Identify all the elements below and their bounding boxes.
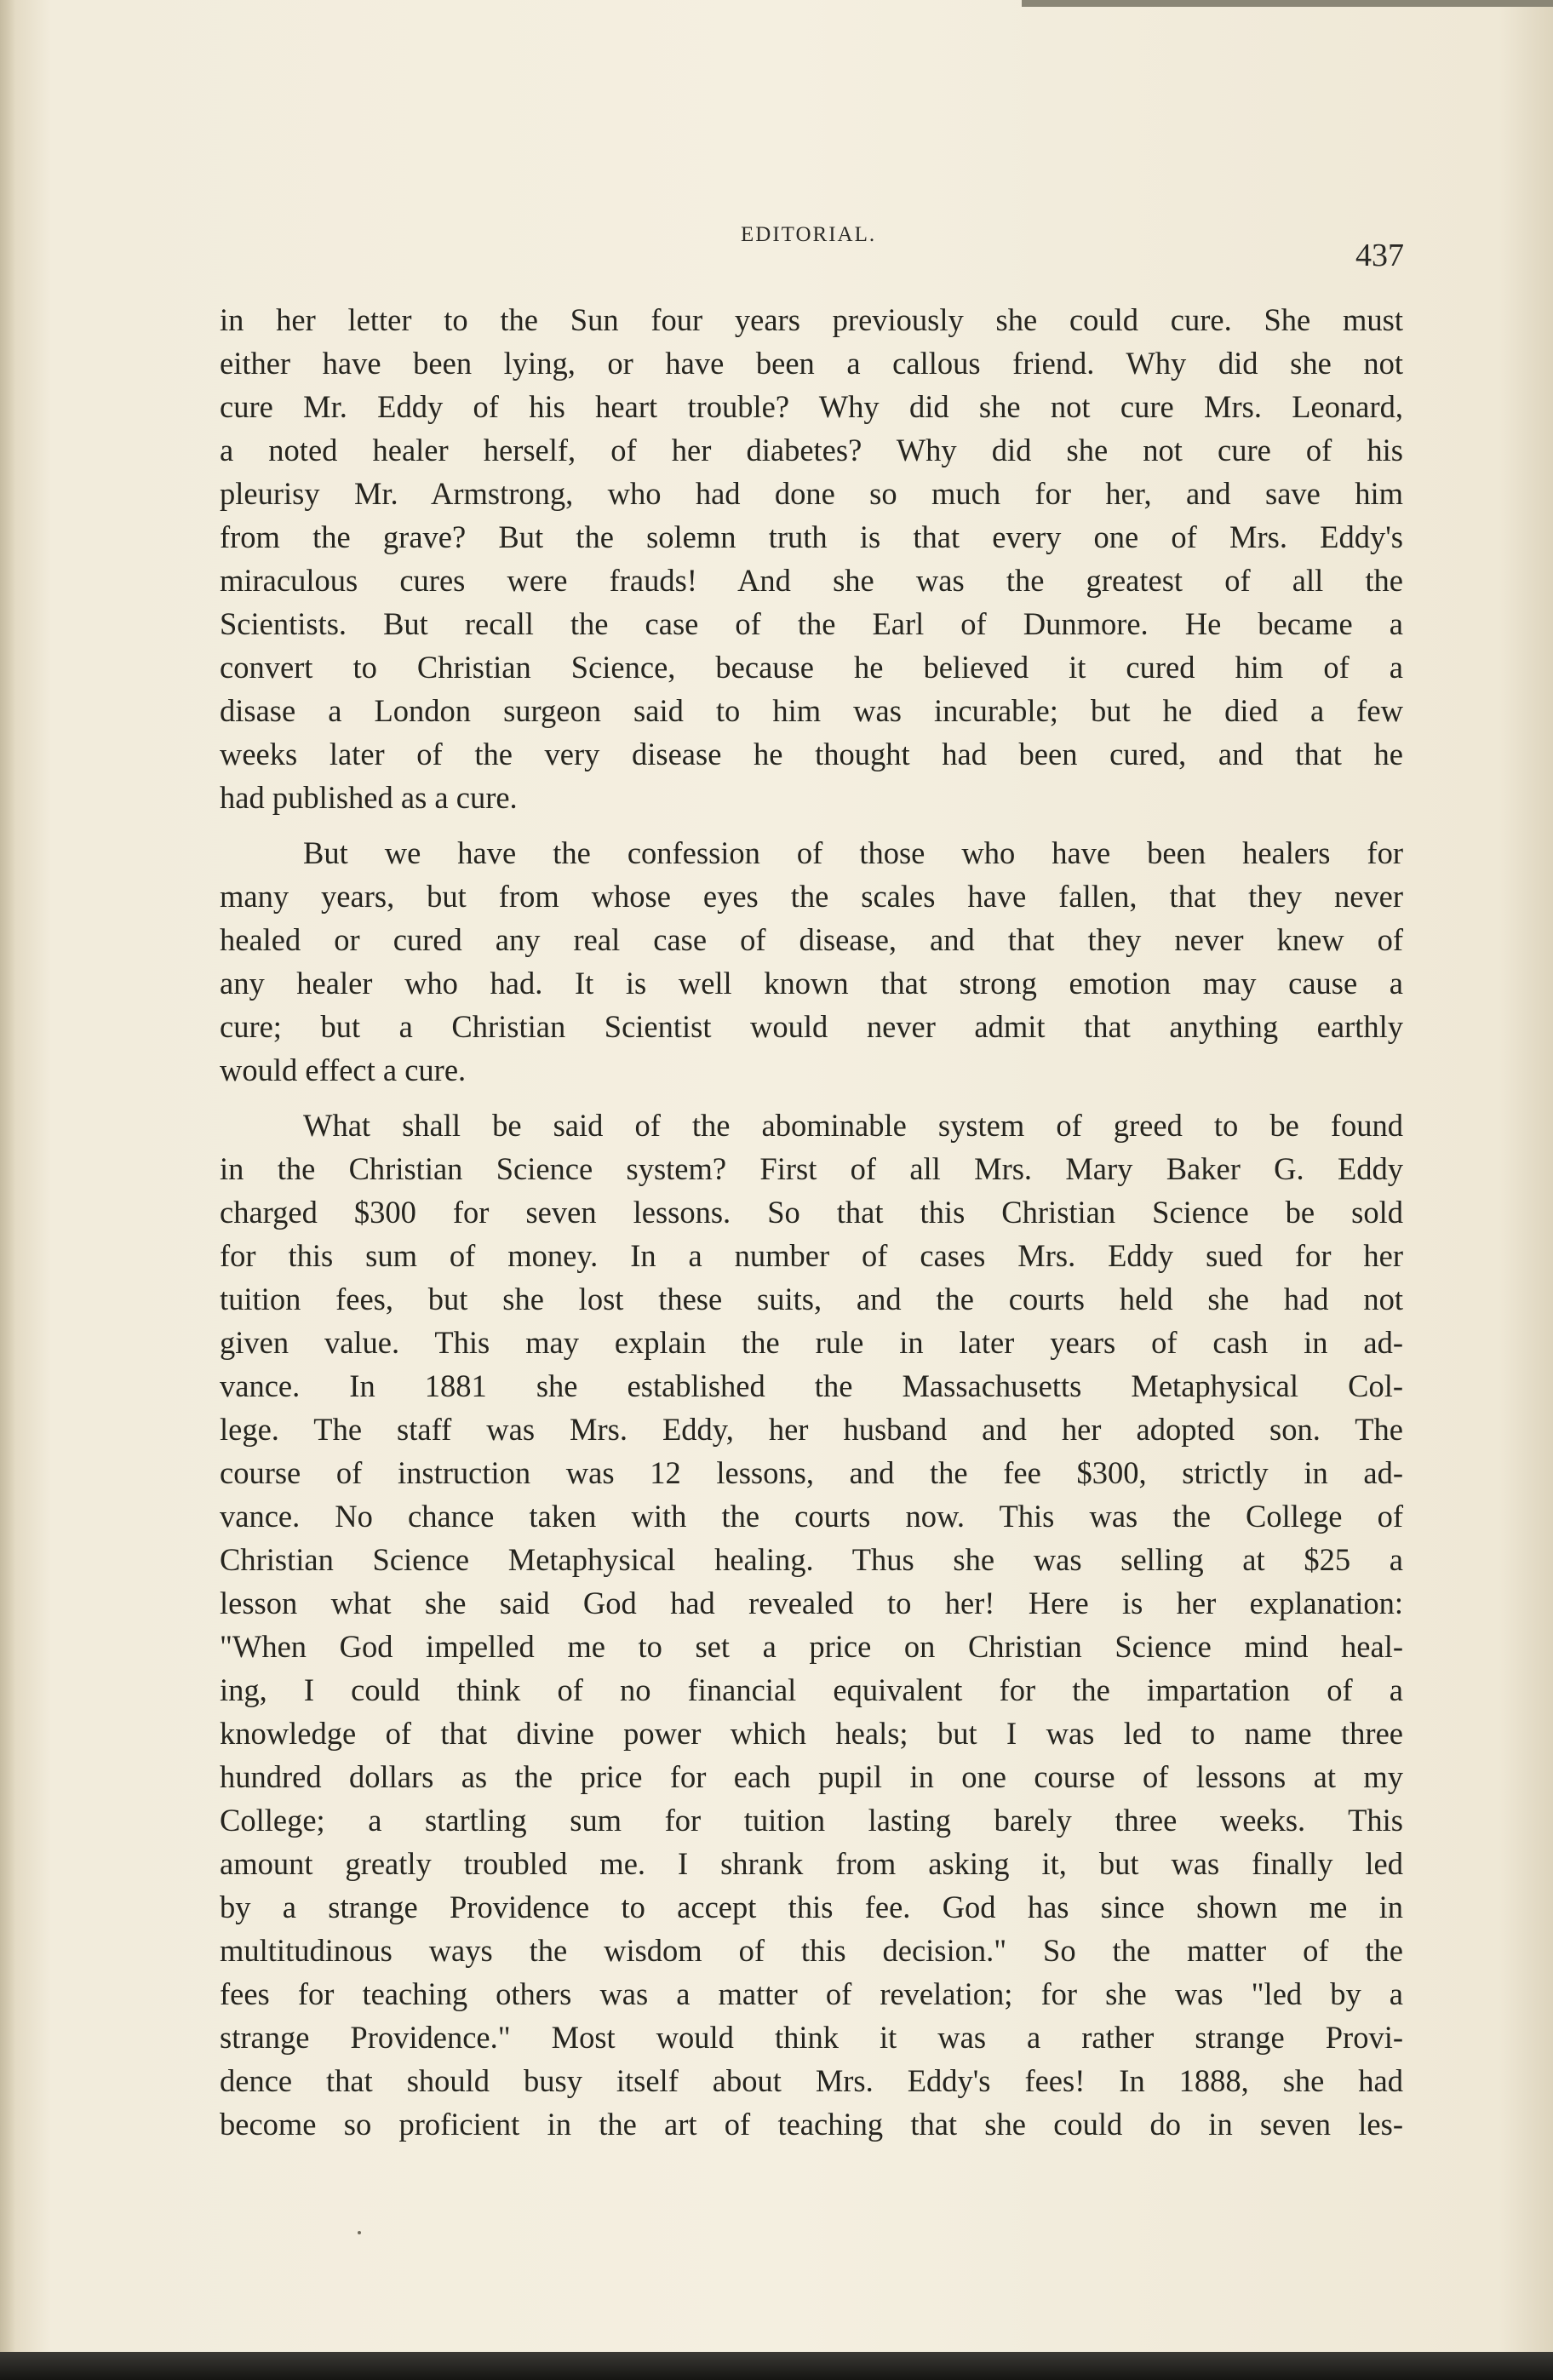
text-line: But we have the confession of those who have been healers for — [303, 835, 1403, 870]
text-line: vance. In 1881 she established the Massachusetts Metaphysical Col- — [220, 1368, 1403, 1403]
text-line: tuition fees, but she lost these suits, and the courts held she had not — [220, 1282, 1403, 1316]
text-line: amount greatly troubled me. I shrank from asking it, but was finally led — [220, 1846, 1403, 1881]
gutter-shadow — [0, 0, 15, 2380]
top-edge-rule — [1022, 0, 1553, 7]
text-line: by a strange Providence to accept this fee. God has since shown me in — [220, 1890, 1403, 1924]
text-line: either have been lying, or have been a callous friend. Why did she not — [220, 346, 1403, 381]
page-number: 437 — [1355, 238, 1404, 273]
running-head: EDITORIAL. — [741, 223, 877, 246]
text-line: would effect a cure. — [220, 1052, 467, 1087]
paragraph-2 — [220, 831, 1403, 1092]
text-line: healed or cured any real case of disease, and that they never knew of — [220, 922, 1403, 957]
text-line: "When God impelled me to set a price on Christian Science mind heal- — [220, 1629, 1403, 1664]
text-line: in her letter to the Sun four years previously she could cure. She must — [220, 302, 1403, 337]
text-line: course of instruction was 12 lessons, and the fee $300, strictly in ad- — [220, 1455, 1403, 1490]
text-line: become so proficient in the art of teaching that she could do in seven les- — [220, 2107, 1403, 2142]
text-line: for this sum of money. In a number of cases Mrs. Eddy sued for her — [220, 1238, 1403, 1273]
text-line: weeks later of the very disease he thought had been cured, and that he — [220, 737, 1403, 771]
text-line: given value. This may explain the rule in later years of cash in ad- — [220, 1325, 1403, 1360]
text-line: any healer who had. It is well known that strong emotion may cause a — [220, 966, 1403, 1001]
text-line: cure Mr. Eddy of his heart trouble? Why did she not cure Mrs. Leonard, — [220, 389, 1403, 424]
text-line: lege. The staff was Mrs. Eddy, her husband and her adopted son. The — [220, 1412, 1403, 1447]
ink-speck — [358, 2231, 361, 2234]
text-line: ing, I could think of no financial equivalent for the impartation of a — [220, 1672, 1403, 1707]
text-line: Christian Science Metaphysical healing. Thus she was selling at $25 a — [220, 1542, 1403, 1577]
text-line: charged $300 for seven lessons. So that this Christian Science be sold — [220, 1195, 1403, 1230]
bottom-scan-edge — [0, 2352, 1553, 2380]
text-line: lesson what she said God had revealed to her! Here is her explanation: — [220, 1586, 1403, 1620]
text-line: dence that should busy itself about Mrs. Eddy's fees! In 1888, she had — [220, 2063, 1403, 2098]
text-line: hundred dollars as the price for each pupil in one course of lessons at my — [220, 1759, 1403, 1794]
text-line: disase a London surgeon said to him was incurable; but he died a few — [220, 693, 1403, 728]
text-line: convert to Christian Science, because he believed it cured him of a — [220, 650, 1403, 685]
text-line: strange Providence." Most would think it was a rather strange Provi- — [220, 2020, 1403, 2055]
text-line: fees for teaching others was a matter of revelation; for she was "led by a — [220, 1976, 1403, 2011]
text-line: many years, but from whose eyes the scales have fallen, that they never — [220, 879, 1403, 914]
text-line: from the grave? But the solemn truth is that every one of Mrs. Eddy's — [220, 519, 1403, 554]
paragraph-3 — [220, 1104, 1403, 2146]
text-line: knowledge of that divine power which heals; but I was led to name three — [220, 1716, 1403, 1751]
text-line: in the Christian Science system? First of all Mrs. Mary Baker G. Eddy — [220, 1151, 1403, 1186]
text-line: miraculous cures were frauds! And she was the greatest of all the — [220, 563, 1403, 598]
text-line: What shall be said of the abominable system of greed to be found — [303, 1108, 1403, 1143]
text-line: cure; but a Christian Scientist would never admit that anything earthly — [220, 1009, 1403, 1044]
text-line: a noted healer herself, of her diabetes? Why did she not cure of his — [220, 433, 1403, 467]
paragraph-1 — [220, 298, 1403, 819]
body-text — [220, 298, 1403, 2158]
text-line: Scientists. But recall the case of the Earl of Dunmore. He became a — [220, 606, 1403, 641]
text-line: College; a startling sum for tuition lasting barely three weeks. This — [220, 1803, 1403, 1838]
text-line: multitudinous ways the wisdom of this decision." So the matter of the — [220, 1933, 1403, 1968]
text-line: vance. No chance taken with the courts now. This was the College of — [220, 1499, 1403, 1534]
text-line: pleurisy Mr. Armstrong, who had done so much for her, and save him — [220, 476, 1403, 511]
text-line: had published as a cure. — [220, 780, 518, 815]
